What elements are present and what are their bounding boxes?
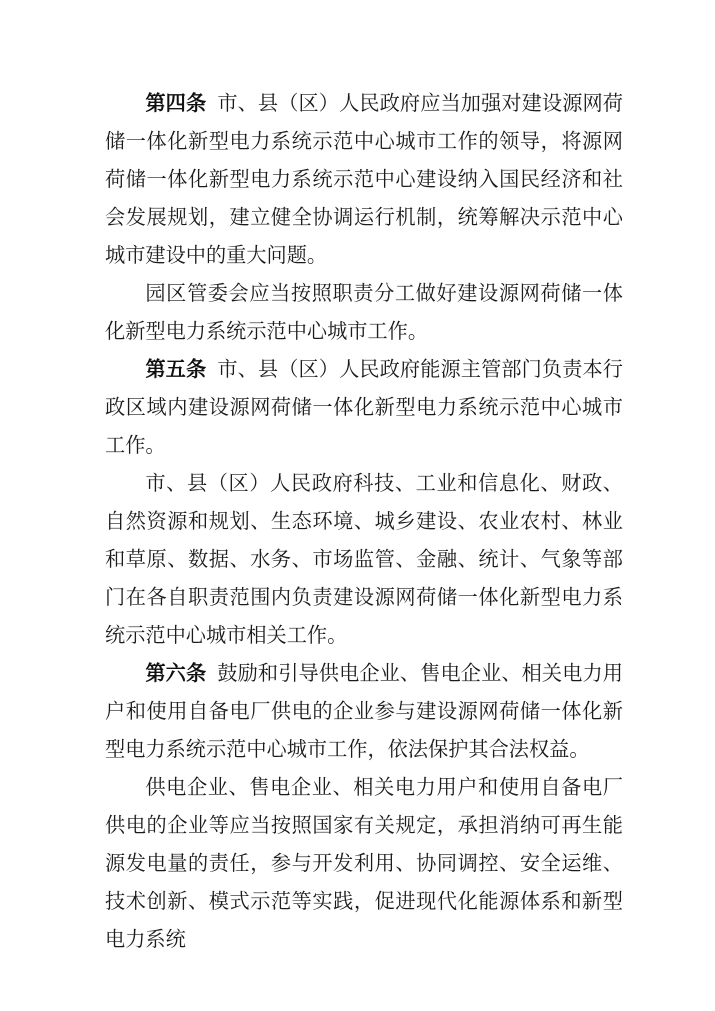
- paragraph-text: 鼓励和引导供电企业、售电企业、相关电力用户和使用自备电厂供电的企业参与建设源网荷储一体化新型电力系统示范中心城市工作，依法保护其合法权益。: [105, 663, 623, 761]
- paragraph-text: 市、县（区）人民政府科技、工业和信息化、财政、自然资源和规划、生态环境、城乡建设、农业农村、林业和草原、数据、水务、市场监管、金融、统计、气象等部门在各自职责范围内负责建设源网荷储一体化新型电力系统示范中心城市相关工作。: [105, 473, 623, 647]
- paragraph-text: 供电企业、售电企业、相关电力用户和使用自备电厂供电的企业等应当按照国家有关规定，承担消纳可再生能源发电量的责任，参与开发利用、协同调控、安全运维、技术创新、模式示范等实践，促进现代化能源体系和新型电力系统: [105, 777, 623, 951]
- article-6-term: 第六条: [145, 663, 207, 685]
- article-4-term: 第四条: [145, 93, 207, 115]
- paragraph-park-committee: [105, 275, 623, 351]
- paragraph-text: 园区管委会应当按照职责分工做好建设源网荷储一体化新型电力系统示范中心城市工作。: [105, 283, 623, 343]
- paragraph-enterprises: [105, 769, 623, 959]
- paragraph-article-4: [105, 85, 623, 275]
- paragraph-text: 市、县（区）人民政府能源主管部门负责本行政区域内建设源网荷储一体化新型电力系统示范中心城市工作。: [105, 359, 623, 457]
- paragraph-departments: [105, 465, 623, 655]
- article-5-term: 第五条: [145, 359, 207, 381]
- paragraph-text: 市、县（区）人民政府应当加强对建设源网荷储一体化新型电力系统示范中心城市工作的领导，将源网荷储一体化新型电力系统示范中心建设纳入国民经济和社会发展规划，建立健全协调运行机制，统筹解决示范中心城市建设中的重大问题。: [105, 93, 623, 267]
- paragraph-article-5: [105, 351, 623, 465]
- document-text-block: [105, 85, 623, 959]
- paragraph-article-6: [105, 655, 623, 769]
